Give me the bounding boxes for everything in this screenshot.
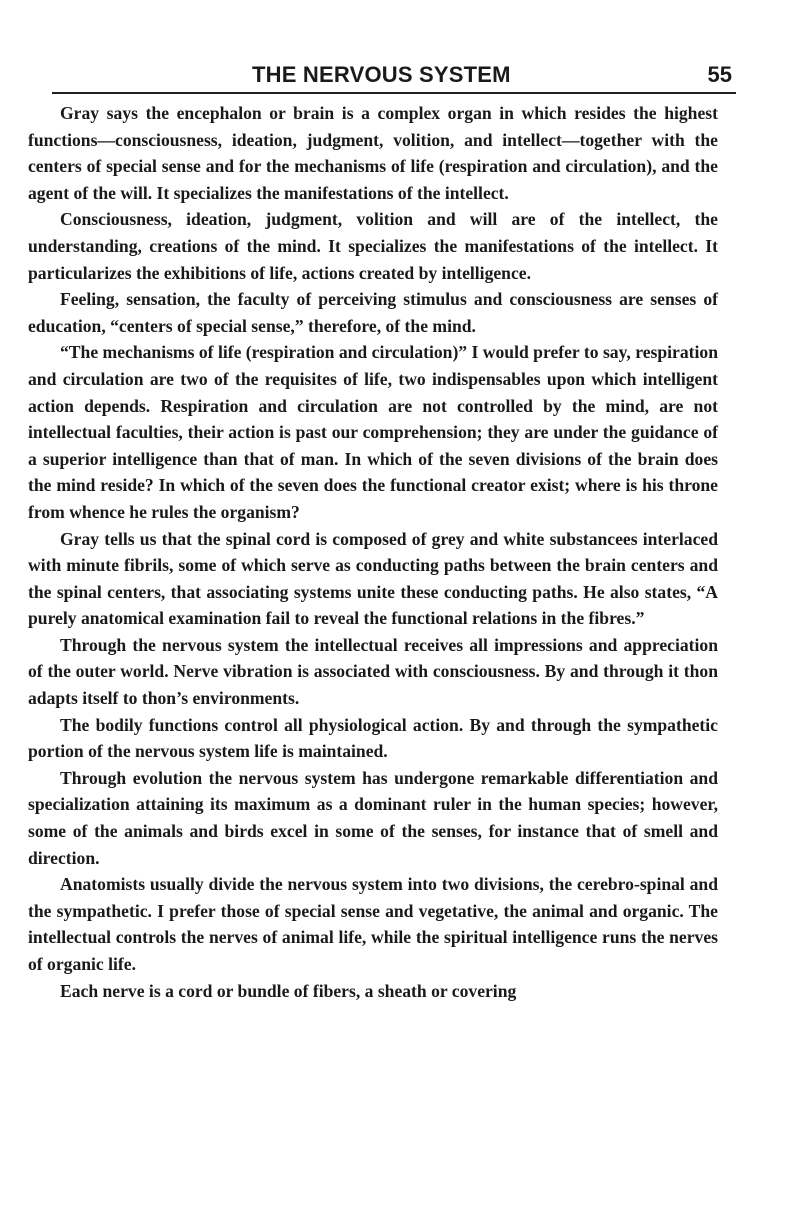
paragraph: The bodily functions control all physiological action. By and through the sympathetic portion of the nervous system life is maintained.	[28, 714, 718, 762]
paragraph: Feeling, sensation, the faculty of perceiving stimulus and consciousness are senses of education, “centers of special sense,” therefore, of the mind.	[28, 289, 718, 336]
page-body	[28, 100, 718, 1004]
paragraph: Through the nervous system the intellectual receives all impressions and appreciation of the outer world. Nerve vibration is associated with consciousness. By and through it thon adapts itself to thon’s environments.	[28, 634, 718, 709]
paragraph: Consciousness, ideation, judgment, volition and will are of the intellect, the understanding, creations of the mind. It specializes the manifestations of the intellect. It particularizes the exhibitions of life, actions created by intelligence.	[28, 209, 718, 283]
paragraph: Through evolution the nervous system has undergone remarkable differentiation and specialization attaining its maximum as a dominant ruler in the human species; however, some of the animals and birds excel in some of the senses, for instance that of smell and direction.	[28, 767, 718, 868]
page-title: THE NERVOUS SYSTEM	[252, 62, 511, 87]
paragraph: Anatomists usually divide the nervous system into two divisions, the cerebro-spinal and the sympathetic. I prefer those of special sense and vegetative, the animal and organic. The intellectual controls the nerves of animal life, while the spiritual intelligence runs the nerves of organic life.	[28, 874, 718, 974]
paragraph: Gray says the encephalon or brain is a complex organ in which resides the highest functions—consciousness, ideation, judgment, volition, and intellect—together with the centers of special sense and for the mechanisms of life (respiration and circulation), and the agent of the will. It specializes the manifestations of the intellect.	[28, 103, 718, 203]
paragraph: Each nerve is a cord or bundle of fibers, a sheath or covering	[60, 980, 517, 1001]
running-head	[52, 60, 736, 94]
page-number: 55	[707, 62, 732, 87]
paragraph: “The mechanisms of life (respiration and circulation)” I would prefer to say, respiration and circulation are two of the requisites of life, two indispensables upon which intelligent action depends. Respiration and circulation are not controlled by the mind, are not intellectual faculties, their action is past our comprehension; they are under the guidance of a superior intelligence than that of man. In which of the seven divisions of the brain does the mind reside? In which of the seven does the functional creator exist; where is his throne from whence he rules the organism?	[28, 342, 718, 522]
paragraph: Gray tells us that the spinal cord is composed of grey and white substancees interlaced with minute fibrils, some of which serve as conducting paths between the brain centers and the spinal centers, that associating systems unite these conducting paths. He also states, “A purely anatomical examination fail to reveal the functional relations in the fibres.”	[28, 528, 718, 629]
